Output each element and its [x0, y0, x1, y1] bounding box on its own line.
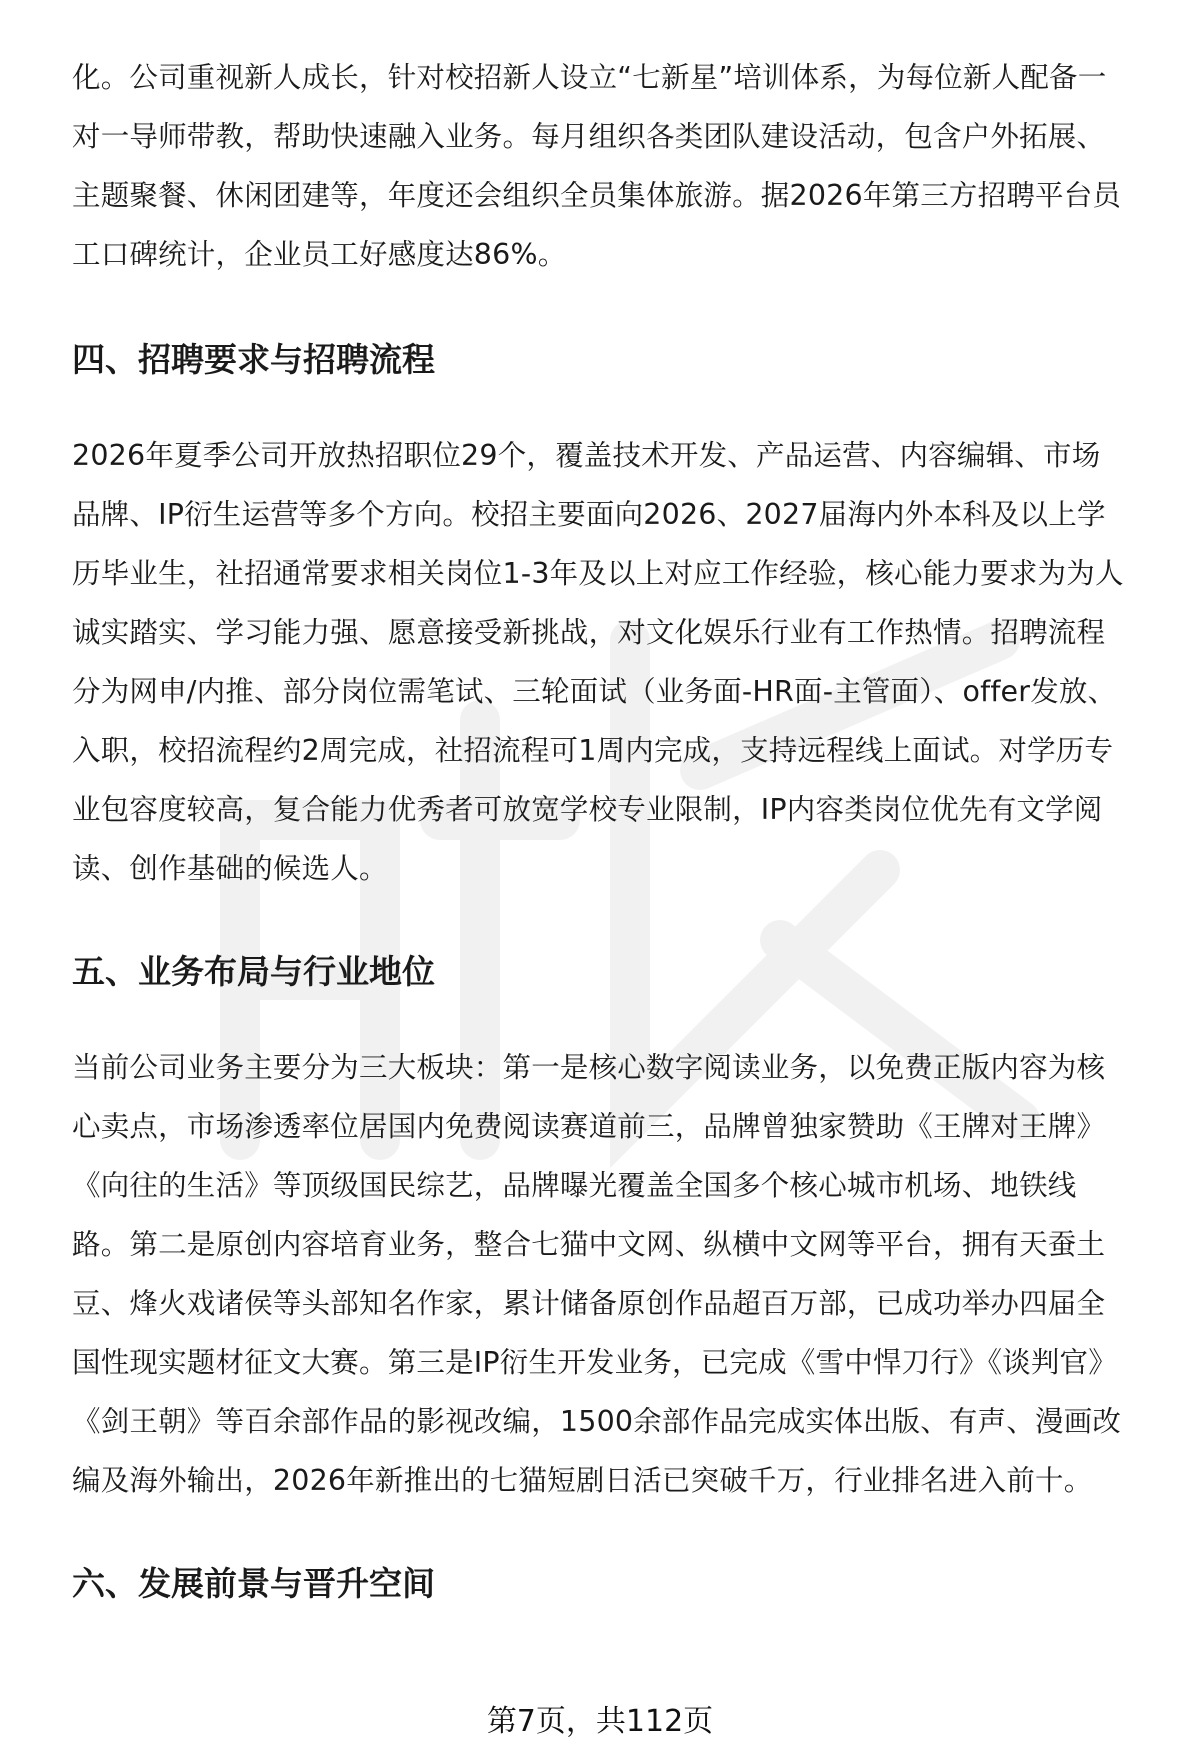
intro-paragraph: 化。公司重视新人成长，针对校招新人设立“七新星”培训体系，为每位新人配备一对一导师带教，帮助快速融入业务。每月组织各类团队建设活动，包含户外拓展、主题聚餐、休闲团建等，年度还会组织全员集体旅游。据2026年第三方招聘平台员工口碑统计，企业员工好感度达86%。 — [72, 61, 1122, 271]
section-body-business: 当前公司业务主要分为三大板块：第一是核心数字阅读业务，以免费正版内容为核心卖点，市场渗透率位居国内免费阅读赛道前三，品牌曾独家赞助《王牌对王牌》《向往的生活》等顶级国民综艺，品牌曝光覆盖全国多个核心城市机场、地铁线路。第二是原创内容培育业务，整合七猫中文网、纵横中文网等平台，拥有天蚕土豆、烽火戏诸侯等头部知名作家，累计储备原创作品超百万部，已成功举办四届全国性现实题材征文大赛。第三是IP衍生开发业务，已完成《雪中悍刀行》《谈判官》《剑王朝》等百余部作品的影视改编，1500余部作品完成实体出版、有声、漫画改编及海外输出，2026年新推出的七猫短剧日活已突破千万，行业排名进入前十。 — [72, 1051, 1122, 1497]
section-heading-prospects: 六、发展前景与晋升空间 — [72, 1564, 435, 1603]
page-number: 第7页，共112页 — [486, 1704, 714, 1739]
document-page — [72, 48, 1128, 1608]
section-heading-recruitment: 四、招聘要求与招聘流程 — [72, 340, 435, 379]
section-heading-business: 五、业务布局与行业地位 — [72, 952, 435, 991]
section-body-recruitment: 2026年夏季公司开放热招职位29个，覆盖技术开发、产品运营、内容编辑、市场品牌、IP衍生运营等多个方向。校招主要面向2026、2027届海内外本科及以上学历毕业生，社招通常要求相关岗位1-3年及以上对应工作经验，核心能力要求为为人诚实踏实、学习能力强、愿意接受新挑战，对文化娱乐行业有工作热情。招聘流程分为网申/内推、部分岗位需笔试、三轮面试（业务面-HR面-主管面）、offer发放、入职，校招流程约2周完成，社招流程可1周内完成，支持远程线上面试。对学历专业包容度较高，复合能力优秀者可放宽学校专业限制，IP内容类岗位优先有文学阅读、创作基础的候选人。 — [72, 439, 1124, 885]
